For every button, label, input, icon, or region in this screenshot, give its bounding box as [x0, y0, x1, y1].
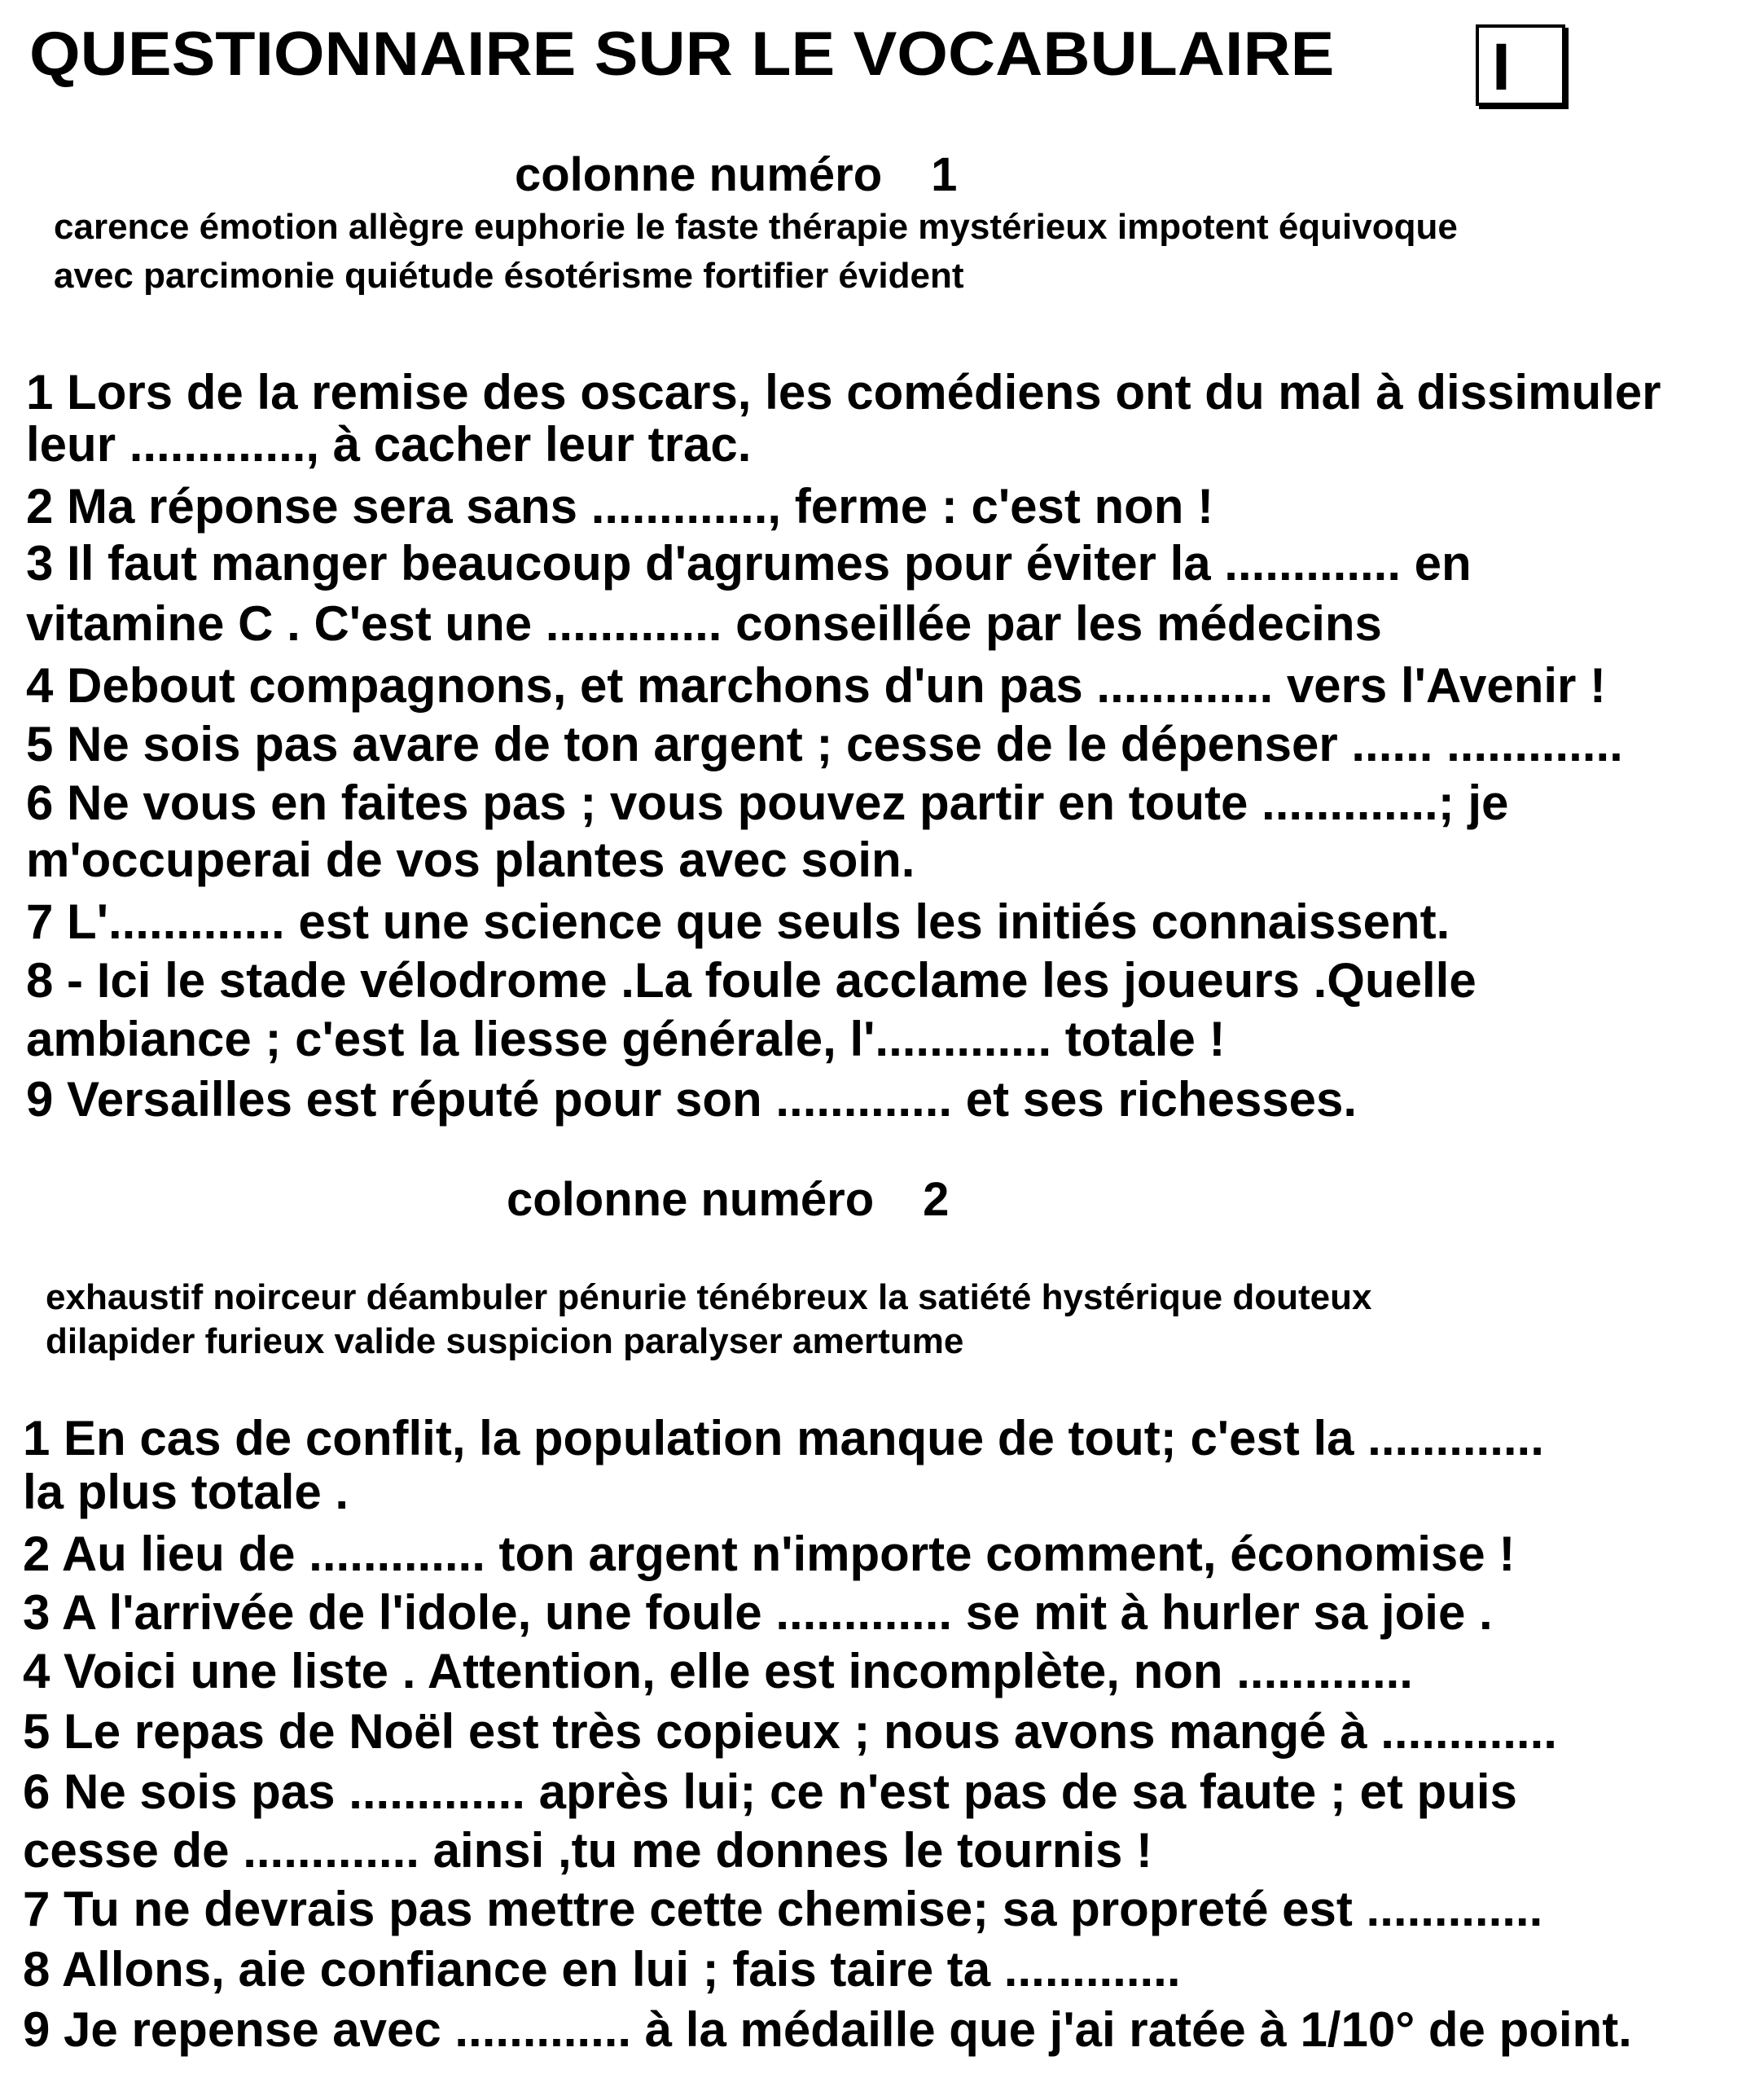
- col1-sentence-line: m'occuperai de vos plantes avec soin.: [26, 833, 915, 887]
- col2-sentence-line: cesse de ............. ainsi ,tu me donnes le tournis !: [23, 1823, 1153, 1878]
- col1-word-list-line: carence émotion allègre euphorie le faste thérapie mystérieux impotent équivoque: [54, 207, 1458, 247]
- col1-sentence-line: ambiance ; c'est la liesse générale, l'............. totale !: [26, 1012, 1226, 1066]
- col2-sentence-line: 7 Tu ne devrais pas mettre cette chemise; sa propreté est .............: [23, 1882, 1543, 1936]
- col2-heading: [507, 1171, 949, 1228]
- col1-heading-num: 1: [931, 148, 958, 201]
- col2-sentence-line: la plus totale .: [23, 1465, 349, 1519]
- col1-sentence-line: vitamine C . C'est une ............. conseillée par les médecins: [26, 596, 1382, 651]
- col1-sentence-line: 1 Lors de la remise des oscars, les comédiens ont du mal à dissimuler: [26, 365, 1661, 420]
- col1-heading-label: colonne numéro: [515, 148, 883, 201]
- col2-sentence-line: 1 En cas de conflit, la population manque de tout; c'est la .............: [23, 1411, 1544, 1465]
- col2-heading-label: colonne numéro: [507, 1173, 875, 1226]
- col1-sentence-line: 9 Versailles est réputé pour son ............. et ses richesses.: [26, 1072, 1358, 1127]
- col2-word-list-line: dilapider furieux valide suspicion paralyser amertume: [46, 1321, 964, 1361]
- sheet-number-box: [1476, 24, 1565, 106]
- page-title: QUESTIONNAIRE SUR LE VOCABULAIRE: [29, 20, 1335, 89]
- col2-sentence-line: 5 Le repas de Noël est très copieux ; nous avons mangé à .............: [23, 1704, 1557, 1759]
- col2-sentence-line: 2 Au lieu de ............. ton argent n'importe comment, économise !: [23, 1527, 1516, 1581]
- col2-word-list-line: exhaustif noirceur déambuler pénurie ténébreux la satiété hystérique douteux: [46, 1277, 1372, 1317]
- col1-sentence-line: 4 Debout compagnons, et marchons d'un pas ............. vers l'Avenir !: [26, 658, 1607, 713]
- col1-word-list-line: avec parcimonie quiétude ésotérisme fortifier évident: [54, 256, 964, 296]
- col2-sentence-line: 6 Ne sois pas ............. après lui; ce n'est pas de sa faute ; et puis: [23, 1764, 1517, 1819]
- col1-sentence-line: 3 Il faut manger beaucoup d'agrumes pour éviter la ............. en: [26, 536, 1472, 591]
- col2-sentence-line: 3 A l'arrivée de l'idole, une foule ............. se mit à hurler sa joie .: [23, 1585, 1493, 1640]
- col1-sentence-line: 7 L'............. est une science que seuls les initiés connaissent.: [26, 894, 1450, 949]
- sheet-number: I: [1492, 30, 1511, 104]
- col2-sentence-line: 4 Voici une liste . Attention, elle est incomplète, non .............: [23, 1644, 1413, 1698]
- col1-sentence-line: 5 Ne sois pas avare de ton argent ; cesse de le dépenser ...... .............: [26, 717, 1623, 771]
- col1-sentence-line: 6 Ne vous en faites pas ; vous pouvez partir en toute .............; je: [26, 775, 1509, 830]
- col2-heading-num: 2: [923, 1173, 950, 1226]
- col1-sentence-line: leur ............., à cacher leur trac.: [26, 417, 752, 472]
- col1-heading: [515, 147, 957, 204]
- col1-sentence-line: 2 Ma réponse sera sans ............., ferme : c'est non !: [26, 479, 1214, 534]
- col1-sentence-line: 8 - Ici le stade vélodrome .La foule acclame les joueurs .Quelle: [26, 953, 1477, 1008]
- col2-sentence-line: 8 Allons, aie confiance en lui ; fais taire ta .............: [23, 1942, 1181, 1997]
- col2-sentence-line: 9 Je repense avec ............. à la médaille que j'ai ratée à 1/10° de point.: [23, 2002, 1632, 2057]
